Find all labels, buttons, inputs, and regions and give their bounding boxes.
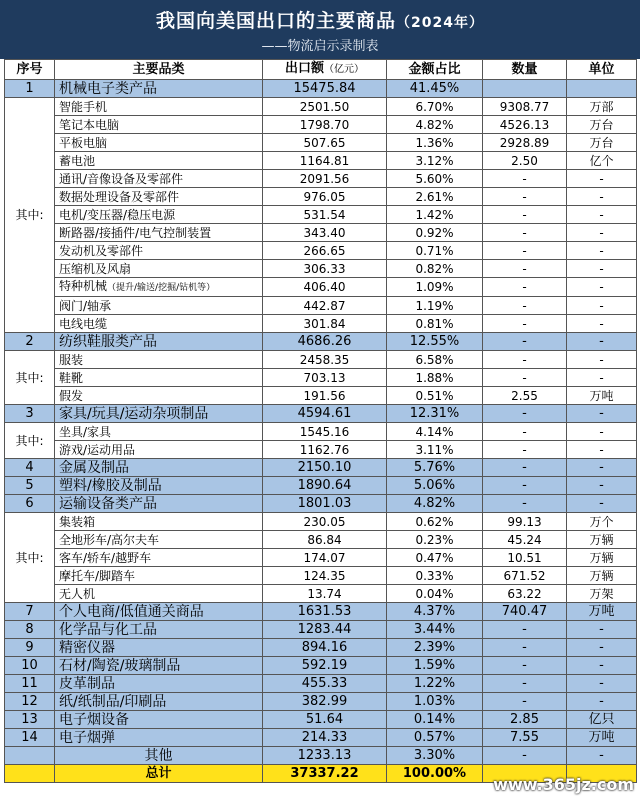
- export-value: 442.87: [263, 297, 387, 315]
- quantity-unit: -: [567, 477, 637, 495]
- item-name-note: （提升/输送/挖掘/钻机等）: [107, 283, 216, 293]
- export-value: 86.84: [263, 531, 387, 549]
- value-share: 1.03%: [387, 693, 483, 711]
- row-index: 7: [5, 603, 55, 621]
- sub-item-row: [5, 98, 637, 116]
- row-index: [5, 747, 55, 765]
- quantity-unit: 万架: [567, 585, 637, 603]
- quantity: -: [483, 459, 567, 477]
- item-name: [55, 278, 263, 297]
- item-name-text: 摩托车/脚踏车: [59, 568, 136, 583]
- quantity-unit: -: [567, 639, 637, 657]
- quantity-unit: 万辆: [567, 531, 637, 549]
- quantity-unit: -: [567, 495, 637, 513]
- value-share: 6.70%: [387, 98, 483, 116]
- item-name: 纸/纸制品/印刷品: [55, 693, 263, 711]
- item-name-text: 发动机及零部件: [59, 243, 144, 258]
- title-year: （2024年）: [396, 15, 484, 31]
- quantity-unit: -: [567, 188, 637, 206]
- quantity: -: [483, 477, 567, 495]
- item-name-text: 通讯/音像设备及零部件: [59, 171, 184, 186]
- table-body: [5, 80, 637, 783]
- item-name: [55, 549, 263, 567]
- quantity-unit: -: [567, 242, 637, 260]
- export-value: 37337.22: [263, 765, 387, 783]
- value-share: 0.23%: [387, 531, 483, 549]
- item-name: [55, 260, 263, 278]
- item-name: [55, 98, 263, 116]
- item-name: 其他: [55, 747, 263, 765]
- quantity-unit: 万台: [567, 116, 637, 134]
- value-share: 0.33%: [387, 567, 483, 585]
- quantity: 63.22: [483, 585, 567, 603]
- quantity: 2.55: [483, 387, 567, 405]
- quantity: -: [483, 260, 567, 278]
- category-row: [5, 747, 637, 765]
- category-row: [5, 639, 637, 657]
- quantity: 2928.89: [483, 134, 567, 152]
- header-value-label: 出口额: [284, 61, 324, 76]
- row-index: 13: [5, 711, 55, 729]
- sub-item-row: [5, 549, 637, 567]
- row-index: 9: [5, 639, 55, 657]
- qizhong-label: 其中:: [5, 98, 55, 333]
- export-value: 592.19: [263, 657, 387, 675]
- value-share: 1.22%: [387, 675, 483, 693]
- export-value: 1890.64: [263, 477, 387, 495]
- quantity: 9308.77: [483, 98, 567, 116]
- quantity-unit: 万个: [567, 513, 637, 531]
- sub-item-row: [5, 278, 637, 297]
- quantity-unit: 亿只: [567, 711, 637, 729]
- quantity-unit: [567, 80, 637, 98]
- sub-item-row: [5, 387, 637, 405]
- quantity-unit: 万辆: [567, 549, 637, 567]
- sub-item-row: [5, 423, 637, 441]
- header-unit: 单位: [567, 60, 637, 80]
- value-share: 2.39%: [387, 639, 483, 657]
- item-name-text: 数据处理设备及零部件: [59, 189, 180, 204]
- value-share: 0.92%: [387, 224, 483, 242]
- item-name-text: 阀门/轴承: [59, 298, 112, 313]
- export-value: 1164.81: [263, 152, 387, 170]
- value-share: 100.00%: [387, 765, 483, 783]
- row-index: 8: [5, 621, 55, 639]
- quantity: -: [483, 495, 567, 513]
- quantity: -: [483, 297, 567, 315]
- quantity-unit: 万吨: [567, 387, 637, 405]
- value-share: 0.82%: [387, 260, 483, 278]
- sub-item-row: [5, 567, 637, 585]
- sub-item-row: [5, 116, 637, 134]
- item-name-text: 服装: [59, 352, 84, 367]
- quantity: 10.51: [483, 549, 567, 567]
- quantity: -: [483, 405, 567, 423]
- item-name-text: 集装箱: [59, 514, 96, 529]
- category-row: [5, 405, 637, 423]
- value-share: 4.82%: [387, 495, 483, 513]
- export-value: 214.33: [263, 729, 387, 747]
- quantity: -: [483, 315, 567, 333]
- item-name-text: 鞋靴: [59, 370, 84, 385]
- row-index: 4: [5, 459, 55, 477]
- value-share: 0.47%: [387, 549, 483, 567]
- category-row: [5, 657, 637, 675]
- export-value: 124.35: [263, 567, 387, 585]
- item-name: [55, 315, 263, 333]
- export-value: 306.33: [263, 260, 387, 278]
- value-share: 3.30%: [387, 747, 483, 765]
- quantity: 2.50: [483, 152, 567, 170]
- table-header-row: [5, 60, 637, 80]
- value-share: 1.42%: [387, 206, 483, 224]
- export-value: 2091.56: [263, 170, 387, 188]
- quantity-unit: -: [567, 297, 637, 315]
- quantity-unit: 万吨: [567, 603, 637, 621]
- quantity: -: [483, 333, 567, 351]
- value-share: 0.04%: [387, 585, 483, 603]
- value-share: 12.31%: [387, 405, 483, 423]
- export-value: 406.40: [263, 278, 387, 297]
- quantity-unit: 万部: [567, 98, 637, 116]
- item-name: 家具/玩具/运动杂项制品: [55, 405, 263, 423]
- sub-item-row: [5, 297, 637, 315]
- sub-item-row: [5, 188, 637, 206]
- export-value: 4594.61: [263, 405, 387, 423]
- quantity-unit: -: [567, 657, 637, 675]
- export-value: 15475.84: [263, 80, 387, 98]
- item-name: [55, 188, 263, 206]
- quantity: -: [483, 206, 567, 224]
- item-name: 电子烟设备: [55, 711, 263, 729]
- quantity-unit: -: [567, 315, 637, 333]
- export-value: 301.84: [263, 315, 387, 333]
- quantity: -: [483, 188, 567, 206]
- value-share: 1.19%: [387, 297, 483, 315]
- export-value: 1631.53: [263, 603, 387, 621]
- category-row: [5, 621, 637, 639]
- category-row: [5, 477, 637, 495]
- quantity: -: [483, 369, 567, 387]
- item-name-text: 蓄电池: [59, 153, 96, 168]
- row-index: 2: [5, 333, 55, 351]
- header-idx: 序号: [5, 60, 55, 80]
- item-name: 塑料/橡胶及制品: [55, 477, 263, 495]
- export-value: 703.13: [263, 369, 387, 387]
- quantity: -: [483, 278, 567, 297]
- page-subtitle: ——物流启示录制表: [261, 39, 379, 54]
- sub-item-row: [5, 369, 637, 387]
- header-value: [263, 60, 387, 80]
- sub-item-row: [5, 351, 637, 369]
- value-share: 0.71%: [387, 242, 483, 260]
- sub-item-row: [5, 170, 637, 188]
- quantity: -: [483, 693, 567, 711]
- quantity-unit: -: [567, 369, 637, 387]
- row-index: 1: [5, 80, 55, 98]
- row-index: 5: [5, 477, 55, 495]
- item-name: [55, 134, 263, 152]
- quantity-unit: 万辆: [567, 567, 637, 585]
- export-value: 13.74: [263, 585, 387, 603]
- quantity: -: [483, 423, 567, 441]
- export-value: 382.99: [263, 693, 387, 711]
- item-name: [55, 567, 263, 585]
- quantity-unit: -: [567, 621, 637, 639]
- item-name-text: 智能手机: [59, 99, 108, 114]
- export-value: 1798.70: [263, 116, 387, 134]
- qizhong-label: 其中:: [5, 513, 55, 603]
- quantity-unit: 万吨: [567, 729, 637, 747]
- value-share: 1.88%: [387, 369, 483, 387]
- qizhong-label: 其中:: [5, 423, 55, 459]
- value-share: 4.14%: [387, 423, 483, 441]
- quantity: 4526.13: [483, 116, 567, 134]
- quantity-unit: -: [567, 405, 637, 423]
- item-name: [55, 369, 263, 387]
- quantity-unit: -: [567, 333, 637, 351]
- item-name: 金属及制品: [55, 459, 263, 477]
- export-value: 230.05: [263, 513, 387, 531]
- quantity: 99.13: [483, 513, 567, 531]
- category-row: [5, 495, 637, 513]
- export-value: 266.65: [263, 242, 387, 260]
- item-name-text: 断路器/接插件/电气控制装置: [59, 225, 212, 240]
- row-index: 14: [5, 729, 55, 747]
- item-name: 总计: [55, 765, 263, 783]
- value-share: 4.82%: [387, 116, 483, 134]
- value-share: 3.12%: [387, 152, 483, 170]
- value-share: 0.81%: [387, 315, 483, 333]
- value-share: 1.09%: [387, 278, 483, 297]
- item-name-text: 平板电脑: [59, 135, 108, 150]
- item-name: [55, 242, 263, 260]
- sub-item-row: [5, 206, 637, 224]
- item-name: [55, 387, 263, 405]
- export-value: 343.40: [263, 224, 387, 242]
- quantity-unit: -: [567, 206, 637, 224]
- quantity: -: [483, 747, 567, 765]
- export-value: 4686.26: [263, 333, 387, 351]
- value-share: 3.44%: [387, 621, 483, 639]
- header-qty: 数量: [483, 60, 567, 80]
- item-name: [55, 423, 263, 441]
- quantity-unit: 亿个: [567, 152, 637, 170]
- item-name-text: 全地形车/高尔夫车: [59, 532, 160, 547]
- sub-item-row: [5, 441, 637, 459]
- sub-item-row: [5, 531, 637, 549]
- category-row: [5, 603, 637, 621]
- header-name: 主要品类: [55, 60, 263, 80]
- quantity: 671.52: [483, 567, 567, 585]
- quantity: -: [483, 675, 567, 693]
- item-name: [55, 441, 263, 459]
- item-name-text: 笔记本电脑: [59, 117, 120, 132]
- value-share: 0.57%: [387, 729, 483, 747]
- quantity-unit: -: [567, 441, 637, 459]
- category-row: [5, 711, 637, 729]
- value-share: 0.62%: [387, 513, 483, 531]
- category-row: [5, 459, 637, 477]
- item-name: [55, 513, 263, 531]
- row-index: 6: [5, 495, 55, 513]
- quantity-unit: -: [567, 693, 637, 711]
- sub-item-row: [5, 585, 637, 603]
- export-value: 1801.03: [263, 495, 387, 513]
- item-name: [55, 297, 263, 315]
- quantity: 7.55: [483, 729, 567, 747]
- item-name: 运输设备类产品: [55, 495, 263, 513]
- value-share: 1.59%: [387, 657, 483, 675]
- item-name: 石材/陶瓷/玻璃制品: [55, 657, 263, 675]
- export-value: 455.33: [263, 675, 387, 693]
- quantity-unit: -: [567, 351, 637, 369]
- quantity: 45.24: [483, 531, 567, 549]
- quantity-unit: -: [567, 747, 637, 765]
- quantity: [483, 80, 567, 98]
- item-name-text: 游戏/运动用品: [59, 442, 136, 457]
- export-value: 531.54: [263, 206, 387, 224]
- item-name-text: 无人机: [59, 586, 96, 601]
- quantity: -: [483, 242, 567, 260]
- item-name: 电子烟弹: [55, 729, 263, 747]
- sub-item-row: [5, 134, 637, 152]
- item-name: [55, 170, 263, 188]
- quantity: -: [483, 441, 567, 459]
- export-value: 976.05: [263, 188, 387, 206]
- category-row: [5, 80, 637, 98]
- export-value: 174.07: [263, 549, 387, 567]
- value-share: 6.58%: [387, 351, 483, 369]
- sub-item-row: [5, 242, 637, 260]
- category-row: [5, 729, 637, 747]
- item-name: 化学品与化工品: [55, 621, 263, 639]
- page-title: [0, 6, 640, 33]
- export-value: 2501.50: [263, 98, 387, 116]
- value-share: 0.14%: [387, 711, 483, 729]
- export-value: 51.64: [263, 711, 387, 729]
- sub-item-row: [5, 224, 637, 242]
- title-bar: [0, 0, 640, 59]
- header-value-unit: （亿元）: [324, 64, 364, 75]
- export-value: 191.56: [263, 387, 387, 405]
- export-value: 507.65: [263, 134, 387, 152]
- item-name: [55, 206, 263, 224]
- row-index: 12: [5, 693, 55, 711]
- value-share: 4.37%: [387, 603, 483, 621]
- item-name: 纺织鞋服类产品: [55, 333, 263, 351]
- item-name: 皮革制品: [55, 675, 263, 693]
- export-value: 1545.16: [263, 423, 387, 441]
- watermark: www.365jz.com: [493, 775, 634, 794]
- value-share: 5.76%: [387, 459, 483, 477]
- item-name: 个人电商/低值通关商品: [55, 603, 263, 621]
- export-value: 2150.10: [263, 459, 387, 477]
- item-name: [55, 585, 263, 603]
- value-share: 3.11%: [387, 441, 483, 459]
- item-name: [55, 351, 263, 369]
- quantity-unit: -: [567, 224, 637, 242]
- quantity: -: [483, 657, 567, 675]
- row-index: 10: [5, 657, 55, 675]
- qizhong-label: 其中:: [5, 351, 55, 405]
- quantity: -: [483, 621, 567, 639]
- export-table: [4, 59, 637, 783]
- item-name: [55, 224, 263, 242]
- sub-item-row: [5, 315, 637, 333]
- item-name: [55, 116, 263, 134]
- value-share: 5.60%: [387, 170, 483, 188]
- export-value: 1233.13: [263, 747, 387, 765]
- quantity-unit: -: [567, 278, 637, 297]
- item-name-text: 电线电缆: [59, 316, 108, 331]
- quantity: -: [483, 224, 567, 242]
- value-share: 5.06%: [387, 477, 483, 495]
- quantity-unit: -: [567, 423, 637, 441]
- export-value: 1283.44: [263, 621, 387, 639]
- quantity-unit: -: [567, 170, 637, 188]
- value-share: 12.55%: [387, 333, 483, 351]
- header-share: 金额占比: [387, 60, 483, 80]
- export-value: 1162.76: [263, 441, 387, 459]
- item-name: 机械电子类产品: [55, 80, 263, 98]
- export-value: 2458.35: [263, 351, 387, 369]
- item-name: 精密仪器: [55, 639, 263, 657]
- value-share: 1.36%: [387, 134, 483, 152]
- category-row: [5, 333, 637, 351]
- row-index: [5, 765, 55, 783]
- sub-item-row: [5, 152, 637, 170]
- item-name: [55, 531, 263, 549]
- title-text: 我国向美国出口的主要商品: [156, 10, 397, 32]
- export-value: 894.16: [263, 639, 387, 657]
- quantity-unit: -: [567, 675, 637, 693]
- item-name-text: 特种机械: [59, 279, 108, 293]
- item-name-text: 假发: [59, 388, 84, 403]
- item-name-text: 压缩机及风扇: [59, 261, 132, 276]
- item-name-text: 客车/轿车/越野车: [59, 550, 152, 565]
- row-index: 3: [5, 405, 55, 423]
- value-share: 2.61%: [387, 188, 483, 206]
- sub-item-row: [5, 513, 637, 531]
- sub-item-row: [5, 260, 637, 278]
- quantity-unit: -: [567, 260, 637, 278]
- quantity: -: [483, 639, 567, 657]
- item-name: [55, 152, 263, 170]
- item-name-text: 电机/变压器/稳压电源: [59, 207, 176, 222]
- row-index: 11: [5, 675, 55, 693]
- quantity-unit: 万台: [567, 134, 637, 152]
- quantity: 740.47: [483, 603, 567, 621]
- value-share: 41.45%: [387, 80, 483, 98]
- quantity: -: [483, 351, 567, 369]
- item-name-text: 坐具/家具: [59, 424, 112, 439]
- quantity: -: [483, 170, 567, 188]
- category-row: [5, 693, 637, 711]
- category-row: [5, 675, 637, 693]
- value-share: 0.51%: [387, 387, 483, 405]
- quantity: 2.85: [483, 711, 567, 729]
- quantity-unit: -: [567, 459, 637, 477]
